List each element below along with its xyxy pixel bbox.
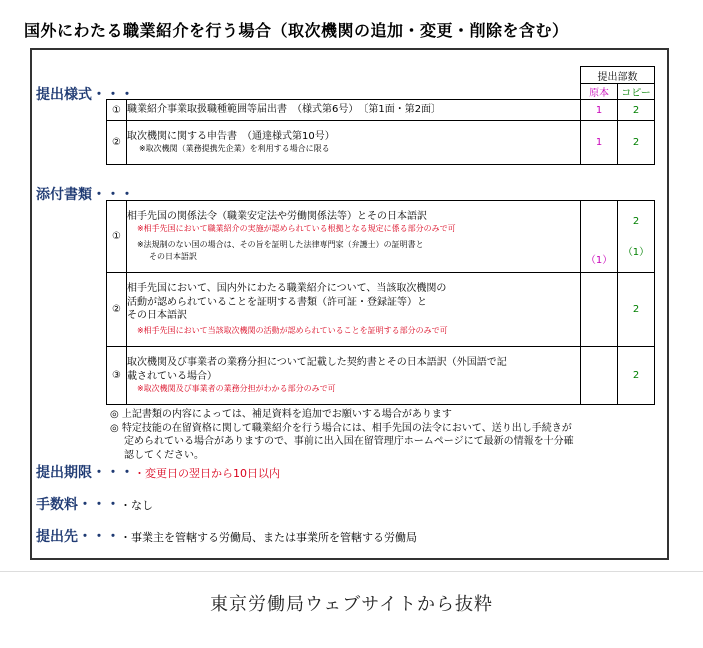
form-row-original: 1 <box>581 100 618 121</box>
attachment-row-note: ※相手先国において職業紹介の実施が認められている根拠となる規定に係る部分のみで可 <box>136 224 456 234</box>
attachment-row-number: ② <box>107 273 127 347</box>
fee-value: ・なし <box>120 499 153 512</box>
destination-value: ・事業主を管轄する労働局、または事業所を管轄する労働局 <box>120 531 417 544</box>
attachment-row-note: ※相手先国において当該取次機関の活動が認められていることを証明する部分のみで可 <box>136 325 448 335</box>
attachment-row-content: 取次機関及び事業者の業務分担について記載した契約書とその日本語訳（外国語で記 載されている場合） ※取次機関及び事業者の業務分担がわかる部分のみで可 <box>126 347 580 405</box>
note-line: 定められている場合がありますので、事前に出入国在留管理庁ホームページにて最新の情報を十分確 <box>124 436 574 447</box>
count-header-title: 提出部数 <box>581 67 655 84</box>
attachment-row-note: その日本語訳 <box>148 252 197 262</box>
attachment-row-note: ※取次機関及び事業者の業務分担がわかる部分のみで可 <box>136 384 336 393</box>
attachment-row-content: 相手先国において、国内外にわたる職業紹介について、当該取次機関の 活動が認められていることを証明する書類（許可証・登録証等）と その日本語訳 ※相手先国において当該取次機関の活動が認められていることを証明する部分のみで可 <box>126 273 580 347</box>
attachment-row-copy: 2 <box>618 347 655 405</box>
divider <box>0 571 703 572</box>
form-row-text: 取次機関に関する申告書 （通達様式第10号） <box>126 130 335 142</box>
attachment-row-text: 相手先国の関係法令（職業安定法や労働関係法等）とその日本語訳 <box>126 210 427 222</box>
note-line: 認してください。 <box>124 449 204 461</box>
attachment-row-number: ① <box>107 201 127 273</box>
form-row-note: ※取次機関（業務提携先企業）を利用する場合に限る <box>138 144 330 154</box>
form-row-number: ② <box>107 121 127 165</box>
form-row-number: ① <box>107 100 127 121</box>
page-title: 国外にわたる職業紹介を行う場合（取次機関の追加・変更・削除を含む） <box>24 21 569 40</box>
form-row-original: 1 <box>581 121 618 165</box>
notes-block <box>110 408 660 462</box>
section-submit-form: 提出様式・・・ <box>36 87 134 103</box>
note-line: ◎ 特定技能の在留資格に関して職業紹介を行う場合には、相手先国の法令において、送り出し手続きが <box>110 422 572 434</box>
attachment-row-number: ③ <box>107 347 127 405</box>
attachment-row-original-alt: （1） <box>581 201 618 273</box>
attachment-row-note: ※法規制のない国の場合は、その旨を証明した法律専門家（弁護士）の証明書と <box>136 240 424 250</box>
source-caption: 東京労働局ウェブサイトから抜粋 <box>209 594 494 615</box>
attachment-row-copy: 2 （1） <box>618 201 655 273</box>
section-attachments: 添付書類・・・ <box>36 187 134 203</box>
forms-table <box>106 66 655 165</box>
count-header-copy: コピー <box>618 84 655 100</box>
deadline-value: ・変更日の翌日から10日以内 <box>134 467 280 480</box>
form-row-content <box>126 121 580 165</box>
attachment-row-original <box>581 347 618 405</box>
count-header-original: 原本 <box>581 84 618 100</box>
attachment-row-original <box>581 273 618 347</box>
attachments-table <box>106 200 655 405</box>
form-row-copy: 2 <box>618 100 655 121</box>
section-destination: 提出先・・・・事業主を管轄する労働局、または事業所を管轄する労働局 <box>36 529 417 545</box>
section-fee: 手数料・・・・なし <box>36 497 153 513</box>
section-deadline: 提出期限・・・・変更日の翌日から10日以内 <box>36 465 280 481</box>
form-row-text: 職業紹介事業取扱職種範囲等届出書 （様式第6号） 〔第1面・第2面〕 <box>126 100 580 121</box>
form-row-copy: 2 <box>618 121 655 165</box>
attachment-row-copy: 2 <box>618 273 655 347</box>
note-line: ◎ 上記書類の内容によっては、補足資料を追加でお願いする場合があります <box>110 409 452 420</box>
attachment-row-content <box>126 201 580 273</box>
